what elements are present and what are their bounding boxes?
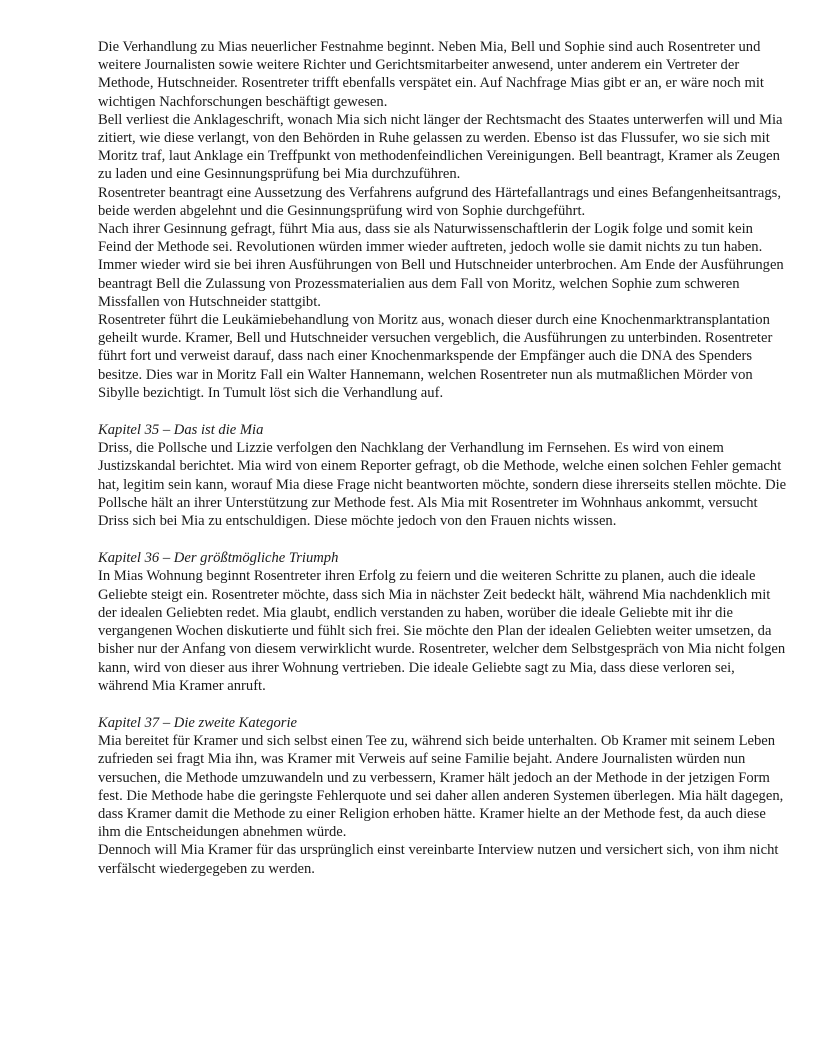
intro-paragraph: Rosentreter führt die Leukämiebehandlung von Moritz aus, wonach dieser durch eine Knochenmarktransplantation geheilt wurde. Kramer, Bell und Hutschneider versuchen vergeblich, die Ausführungen zu unterbinden. Rosentreter führt fort und verweist darauf, dass nach einer Knochenmarkspende der Empfänger auch die DNA des Spenders besitze. Dies war in Moritz Fall ein Walter Hannemann, welchen Rosentreter nun als mutmaßlichen Mörder von Sibylle bezichtigt. In Tumult löst sich die Verhandlung auf.: [98, 312, 773, 401]
chapter-heading: Kapitel 37 – Die zweite Kategorie: [98, 714, 298, 731]
chapter-35-section: [98, 421, 788, 530]
intro-paragraph: Nach ihrer Gesinnung gefragt, führt Mia aus, dass sie als Naturwissenschaftlerin der Logik folge und somit kein Feind der Methode sei. Revolutionen würden immer wieder auftreten, jedoch wolle sie damit nichts zu tun haben. Immer wieder wird sie bei ihren Ausführungen von Bell und Hutschneider unterbrochen. Am Ende der Ausführungen beantragt Bell die Zulassung von Prozessmaterialien aus dem Fall von Moritz, welchen Sophie zum schweren Missfallen von Hutschneider stattgibt.: [98, 221, 784, 310]
intro-paragraph: Bell verliest die Anklageschrift, wonach Mia sich nicht länger der Rechtsmacht des Staates unterwerfen will und Mia zitiert, wie diese verlangt, von den Behörden in Ruhe gelassen zu werden. Ebenso ist das Flussufer, wo sie sich mit Moritz traf, laut Anklage ein Treffpunkt von methodenfeindlichen Vereinigungen. Bell beantragt, Kramer als Zeugen zu laden und eine Gesinnungsprüfung bei Mia durchzuführen.: [98, 111, 783, 183]
chapter-paragraph: Mia bereitet für Kramer und sich selbst einen Tee zu, während sich beide unterhalten. Ob Kramer mit seinem Leben zufrieden sei fragt Mia ihn, was Kramer mit Verweis auf seine Familie bejaht. Andere Journalisten würden nun versuchen, die Methode umzuwandeln und zu verbessern, Kramer hält jedoch an der Methode in der jetzigen Form fest. Die Methode habe die geringste Fehlerquote und sei daher allen anderen Systemen überlegen. Mia hält dagegen, dass Kramer damit die Methode zu einer Religion erhoben hätte. Kramer hielte an der Methode fest, da auch diese ihm die Entscheidungen abnehmen würde.: [98, 733, 784, 841]
chapter-paragraph: Dennoch will Mia Kramer für das ursprünglich einst vereinbarte Interview nutzen und versichert sich, von ihm nicht verfälscht wiedergegeben zu werden.: [98, 842, 779, 877]
intro-block: [98, 38, 788, 402]
intro-paragraph: Die Verhandlung zu Mias neuerlicher Festnahme beginnt. Neben Mia, Bell und Sophie sind auch Rosentreter und weitere Journalisten sowie weitere Richter und Gerichtsmitarbeiter anwesend, unter anderem ein Vertreter der Methode, Hutschneider. Rosentreter trifft ebenfalls verspätet ein. Auf Nachfrage Mias gibt er an, er wäre noch mit wichtigen Nachforschungen beschäftigt gewesen.: [98, 39, 764, 110]
chapter-paragraph: Driss, die Pollsche und Lizzie verfolgen den Nachklang der Verhandlung im Fernsehen. Es wird von einem Justizskandal berichtet. Mia wird von einem Reporter gefragt, ob die Methode, welche einen solchen Fehler gemacht hat, legitim sein kann, worauf Mia diese Frage nicht beantworten möchte, sondern diese ihrerseits stellen möchte. Die Pollsche hält an ihrer Unterstützung zur Methode fest. Als Mia mit Rosentreter im Wohnhaus ankommt, versucht Driss sich bei Mia zu entschuldigen. Diese möchte jedoch von den Frauen nichts wissen.: [98, 440, 787, 530]
intro-paragraph: Rosentreter beantragt eine Aussetzung des Verfahrens aufgrund des Härtefallantrags und eines Befangenheitsantrags, beide werden abgelehnt und die Gesinnungsprüfung wird von Sophie durchgeführt.: [98, 184, 781, 219]
document-page: [98, 38, 788, 878]
chapter-paragraph: In Mias Wohnung beginnt Rosentreter ihren Erfolg zu feiern und die weiteren Schritte zu planen, auch die ideale Geliebte steigt ein. Rosentreter möchte, dass sich Mia in nächster Zeit bedeckt hält, während Mia nachdenklich mit der idealen Geliebten redet. Mia glaubt, endlich verstanden zu haben, worüber die ideale Geliebte mit ihr die vergangenen Wochen diskutierte und fühlt sich frei. Sie möchte den Plan der idealen Geliebten weiter umsetzen, da bisher nur der Anfang von diesem verwirklicht wurde. Rosentreter, welcher dem Selbstgespräch von Mia nicht folgen kann, wird von dieser aus ihrer Wohnung vertrieben. Die ideale Geliebte sagt zu Mia, dass diese verloren sei, während Mia Kramer anruft.: [98, 568, 786, 694]
chapter-heading: Kapitel 35 – Das ist die Mia: [98, 422, 264, 439]
chapter-36-section: [98, 549, 788, 695]
chapter-37-section: [98, 714, 788, 878]
chapter-heading: Kapitel 36 – Der größtmögliche Triumph: [98, 550, 339, 567]
